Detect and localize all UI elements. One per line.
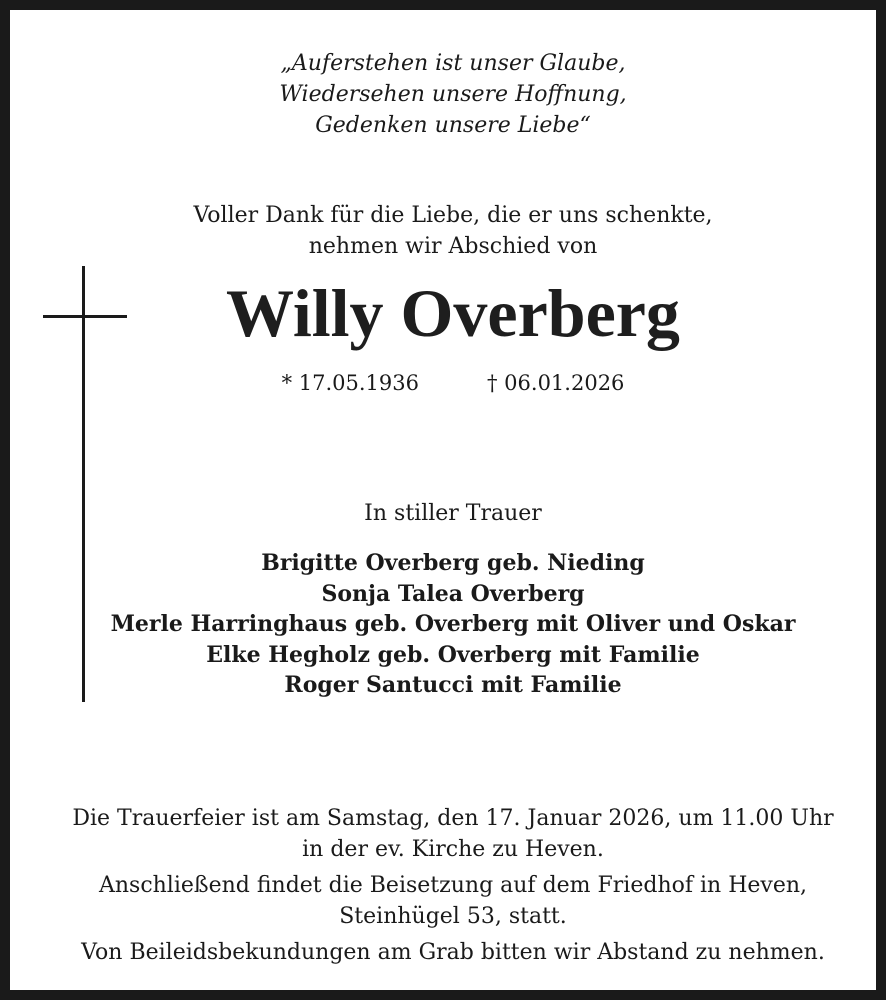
family-member: Merle Harringhaus geb. Overberg mit Oliver und Oskar <box>110 611 796 637</box>
intro-line: Voller Dank für die Liebe, die er uns schenkte, <box>193 203 713 228</box>
intro-line: nehmen wir Abschied von <box>308 234 598 259</box>
mourning-heading: In stiller Trauer <box>364 501 542 526</box>
deceased-name: Willy Overberg <box>226 275 680 351</box>
ceremony-line: in der ev. Kirche zu Heven. <box>302 837 604 862</box>
intro-text <box>10 200 886 262</box>
quote-line: „Auferstehen ist unser Glaube, <box>280 51 626 76</box>
burial-line: Anschließend findet die Beisetzung auf dem Friedhof in Heven, <box>98 873 808 898</box>
family-member: Elke Hegholz geb. Overberg mit Familie <box>206 641 700 668</box>
birth-date: * 17.05.1936 <box>281 371 419 395</box>
quote-line: Gedenken unsere Liebe“ <box>315 113 591 138</box>
family-member: Sonja Talea Overberg <box>321 580 585 607</box>
condolence-note: Von Beileidsbekundungen am Grab bitten wir Abstand zu nehmen. <box>81 940 825 965</box>
memorial-quote <box>10 48 886 141</box>
ceremony-line: Die Trauerfeier ist am Samstag, den 17. Januar 2026, um 11.00 Uhr <box>72 806 834 831</box>
life-dates <box>10 368 886 398</box>
family-member: Brigitte Overberg geb. Nieding <box>261 550 645 576</box>
family-member: Roger Santucci mit Familie <box>284 672 622 698</box>
service-details <box>10 803 886 968</box>
burial-line: Steinhügel 53, statt. <box>339 904 567 929</box>
family-list <box>10 548 886 701</box>
quote-line: Wiedersehen unsere Hoffnung, <box>279 82 627 107</box>
death-date: † 06.01.2026 <box>487 371 625 395</box>
